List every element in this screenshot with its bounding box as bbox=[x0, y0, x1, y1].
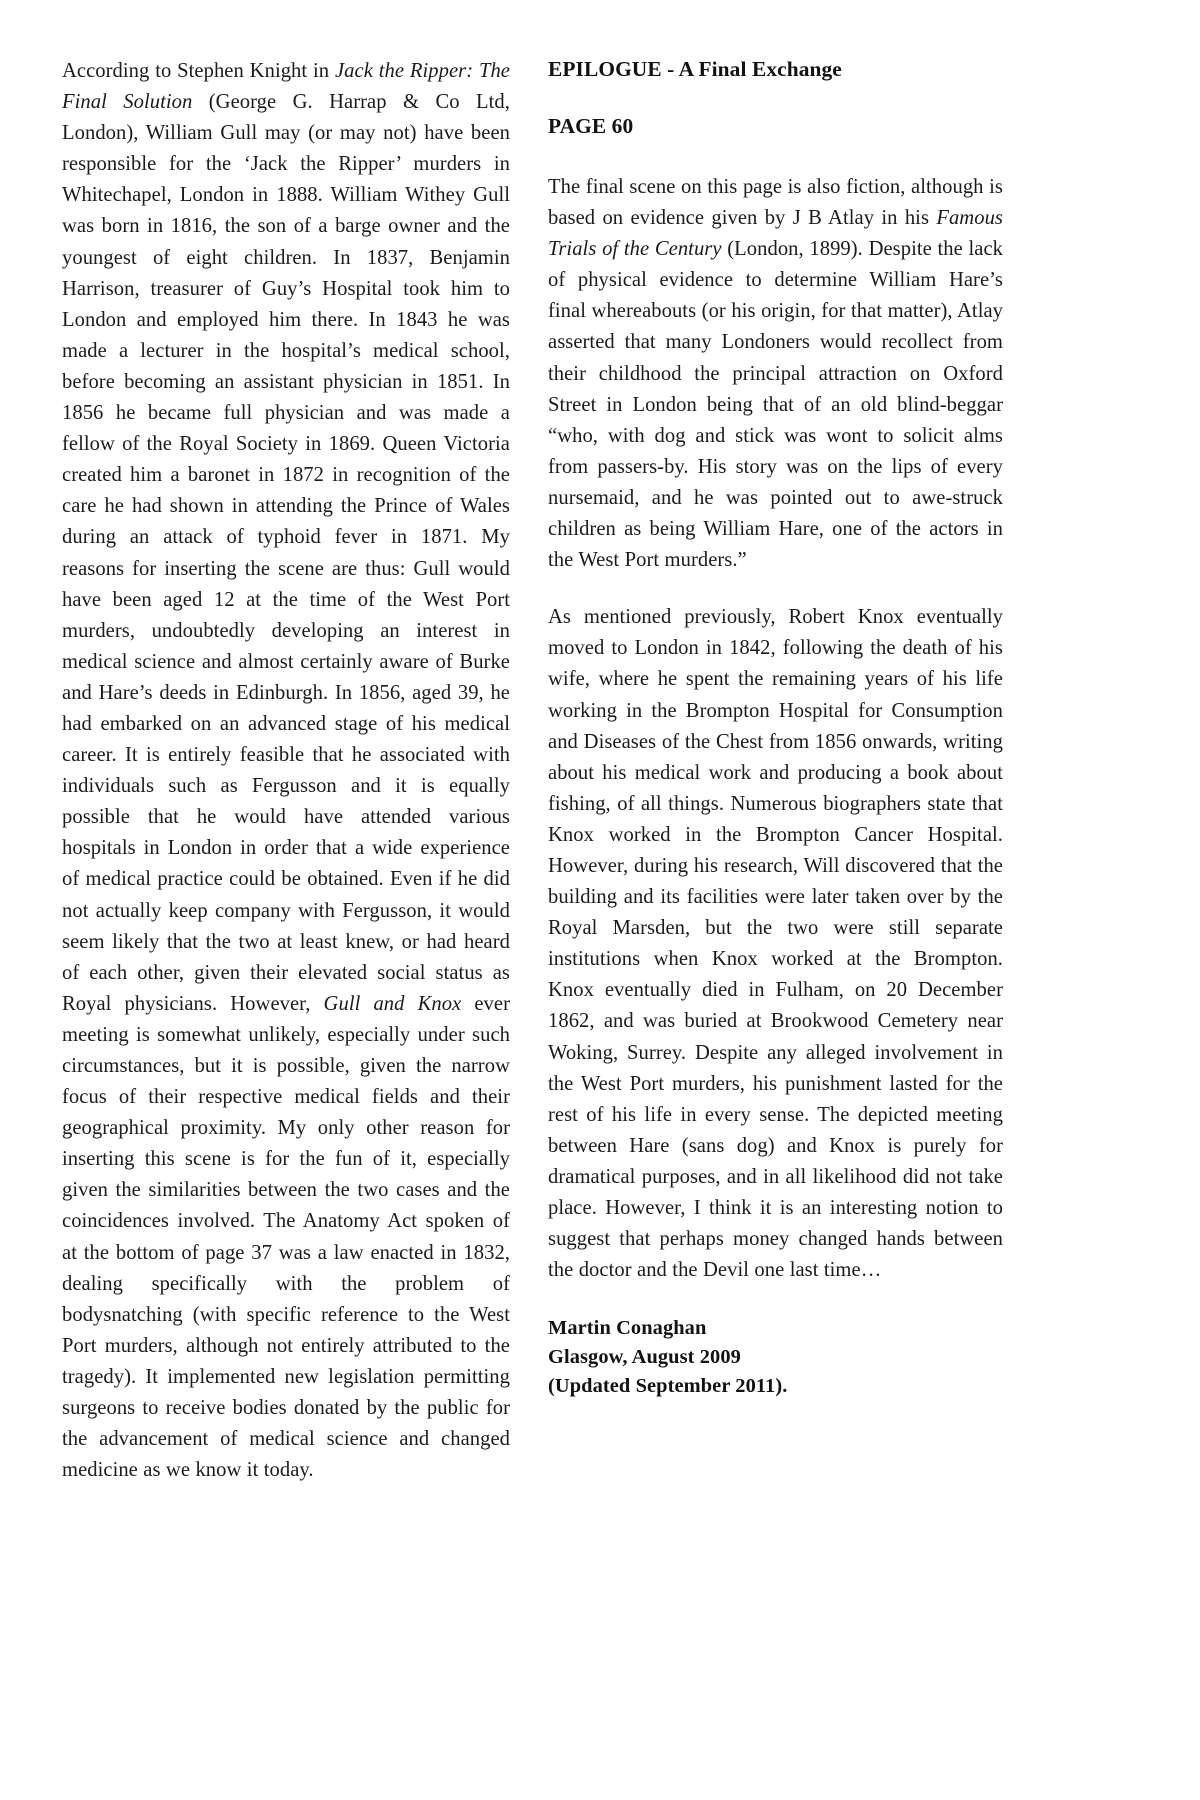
italic-title: Gull and Knox bbox=[323, 992, 462, 1015]
epilogue-heading: EPILOGUE - A Final Exchange bbox=[548, 57, 842, 81]
left-column-paragraph: According to Stephen Knight in Jack the Ripper: The Final Solution (George G. Harrap & Co Ltd, London), William Gull may (or may not) have been responsible for the ‘Jack the Ripper’ murders in Whitechapel, London in 1888. William Withey Gull was born in 1816, the son of a barge owner and the youngest of eight children. In 1837, Benjamin Harrison, treasurer of Guy’s Hospital took him to London and employed him there. In 1843 he was made a lecturer in the hospital’s medical school, before becoming an assistant physician in 1851. In 1856 he became full physician and was made a fellow of the Royal Society in 1869. Queen Victoria created him a baronet in 1872 in recognition of the care he had shown in attending the Prince of Wales during an attack of typhoid fever in 1871. My reasons for inserting the scene are thus: Gull would have been aged 12 at the time of the West Port murders, undoubtedly developing an interest in medical science and almost certainly aware of Burke and Hare’s deeds in Edinburgh. In 1856, aged 39, he had embarked on an advanced stage of his medical career. It is entirely feasible that he associated with individuals such as Fergusson and it is equally possible that he would have attended various hospitals in London in order that a wide experience of medical practice could be obtained. Even if he did not actually keep company with Fergusson, it would seem likely that the two at least knew, or had heard of each other, given their elevated social status as Royal physicians. However, Gull and Knox ever meeting is somewhat unlikely, especially under such circumstances, but it is possible, given the narrow focus of their respective medical fields and their geographical proximity. My only other reason for inserting this scene is for the fun of it, especially given the similarities between the two cases and the coincidences involved. The Anatomy Act spoken of at the bottom of page 37 was a law enacted in 1832, dealing specifically with the problem of bodysnatching (with specific reference to the West Port murders, although not entirely attributed to the tragedy). It implemented new legislation permitting surgeons to receive bodies donated by the public for the advancement of medical science and changed medicine as we know it today. bbox=[62, 60, 510, 1482]
right-column-paragraph-2: As mentioned previously, Robert Knox eventually moved to London in 1842, following the death of his wife, where he spent the remaining years of his life working in the Brompton Hospital for Consumption and Diseases of the Chest from 1856 onwards, writing about his medical work and producing a book about fishing, of all things. Numerous biographers state that Knox worked in the Brompton Cancer Hospital. However, during his research, Will discovered that the building and its facilities were later taken over by the Royal Marsden, but the two were still separate institutions when Knox worked at the Brompton. Knox eventually died in Fulham, on 20 December 1862, and was buried at Brookwood Cemetery near Woking, Surrey. Despite any alleged involvement in the West Port murders, his punishment lasted for the rest of his life in every sense. The depicted meeting between Hare (sans dog) and Knox is purely for dramatical purposes, and in all likelihood did not take place. However, I think it is an interesting notion to suggest that perhaps money changed hands between the doctor and the Devil one last time… bbox=[548, 606, 1003, 1282]
author-name: Martin Conaghan bbox=[548, 1317, 707, 1340]
right-column-paragraph-1: The final scene on this page is also fiction, although is based on evidence given by J B Atlay in his Famous Trials of the Century (London, 1899). Despite the lack of physical evidence to determine William Hare’s final whereabouts (or his origin, for that matter), Atlay asserted that many Londoners would recollect from their childhood the principal attraction on Oxford Street in London being that of an old blind-beggar “who, with dog and stick was wont to solicit alms from passers-by. His story was on the lips of every nursemaid, and he was pointed out to awe-struck children as being William Hare, one of the actors in the West Port murders.” bbox=[548, 176, 1003, 572]
left-column bbox=[62, 56, 510, 1486]
signature-block bbox=[548, 1314, 1003, 1401]
page-number-heading: PAGE 60 bbox=[548, 114, 634, 138]
right-column bbox=[548, 56, 1003, 1401]
two-column-layout bbox=[62, 56, 1138, 1760]
author-updated-date: (Updated September 2011). bbox=[548, 1375, 788, 1398]
author-place-date: Glasgow, August 2009 bbox=[548, 1346, 741, 1369]
italic-title: Famous Trials of the Century bbox=[548, 207, 1003, 261]
italic-title: Jack the Ripper: The Final Solution bbox=[62, 60, 510, 114]
